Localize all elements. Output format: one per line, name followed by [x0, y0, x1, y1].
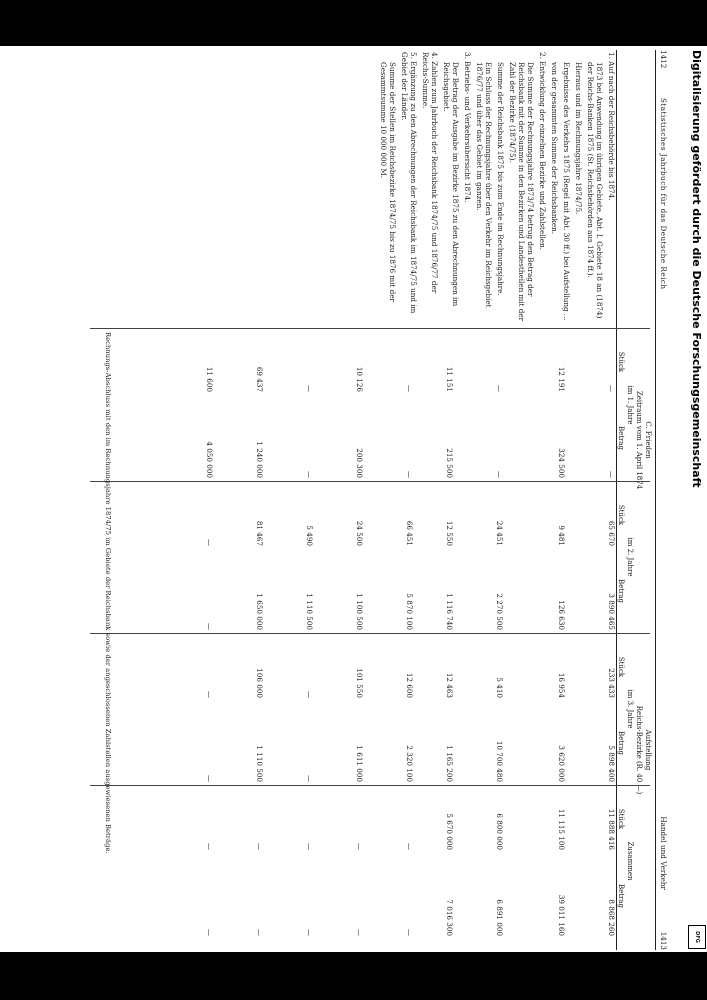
table-cell: — [305, 690, 314, 698]
table-cell: 12 463 [445, 672, 454, 698]
table-cell: 215 500 [445, 448, 454, 478]
table-cell: 9 481 [557, 525, 566, 546]
description-paragraph: Hieraus und im Rechnungsjahre 1874/75. [574, 62, 583, 215]
col-betrag-1: Betrag [617, 425, 625, 451]
table-cell: — [305, 928, 314, 936]
table-row [354, 332, 364, 950]
table-cell: — [205, 622, 214, 630]
table-cell: 101 550 [355, 668, 364, 698]
table-cell: 1 611 000 [355, 745, 364, 782]
description-paragraph: 1. Auf nach der Reichsbehörde bis 1874. [607, 52, 616, 201]
table-cell: — [495, 384, 504, 392]
column-group-3: im 3. Jahre [626, 689, 634, 729]
header-rule [655, 50, 656, 950]
table-cell: 5 410 [495, 677, 504, 698]
table-cell: 5 490 [305, 525, 314, 546]
table-row [444, 332, 454, 950]
table-row [204, 332, 214, 950]
table-cell: 1 240 000 [255, 441, 264, 478]
table-cell: 233 433 [607, 668, 616, 698]
col-betrag-4: Betrag [617, 883, 625, 909]
table-cell: 10 126 [355, 366, 364, 392]
table-cell: 69 437 [255, 366, 264, 392]
table-cell: 1 116 740 [445, 593, 454, 630]
table-cell: 12 550 [445, 520, 454, 546]
table-cell: 81 467 [255, 520, 264, 546]
table-cell: — [205, 928, 214, 936]
rotated-page-content [62, 50, 672, 950]
table-cell: — [405, 842, 414, 850]
table-cell: 200 300 [355, 448, 364, 478]
table-cell: 39 011 160 [557, 894, 566, 936]
table-cell: 5 870 100 [405, 593, 414, 630]
table-cell: 3 620 000 [557, 745, 566, 782]
table-cell: 12 600 [405, 672, 414, 698]
row-description-column [376, 52, 616, 322]
table-cell: 7 016 300 [445, 899, 454, 936]
table-cell: 324 500 [557, 448, 566, 478]
table-cell: — [495, 470, 504, 478]
table-cell: 6 800 000 [495, 813, 504, 850]
col-stueck-1: Stück [617, 351, 625, 373]
description-paragraph: 5. Ergänzung zu den Abrechnungen der Reichsbank im 1874/75 und im Gebiet der Länder. [400, 52, 418, 314]
description-paragraph: 1873 bei Anwendung im übrigen Gebiete, Abt. I. Gebiete 18 an (1874) der Reichs-Banken 1875 (St. Reichsbehörden aus 1874 ff.). [586, 62, 604, 319]
table-cell: 65 670 [607, 520, 616, 546]
description-paragraph: Der Betrag der Ausgabe im Bezirke 1875 zu den Abrechnungen im Reichsgebiet. [442, 62, 460, 307]
column-group-2: im 2. Jahre [626, 537, 634, 577]
table-cell: — [205, 842, 214, 850]
description-paragraph: von der gesammten Summe der Reichsbanken. [550, 62, 559, 235]
table-cell: 12 191 [557, 366, 566, 392]
page-title: Statistisches Jahrbuch für das Deutsche Reich [659, 98, 668, 290]
table-cell: 1 110 500 [305, 593, 314, 630]
dfg-logo-label: DFG [693, 931, 700, 943]
table-cell: 1 165 200 [445, 745, 454, 782]
table-cell: — [305, 470, 314, 478]
digitization-banner-text: Digitalisierung gefördert durch die Deutsche Forschungsgemeinschaft [690, 50, 703, 488]
table-cell: 24 500 [355, 520, 364, 546]
table-cell: 11 151 [445, 366, 454, 392]
table-cell: 11 115 100 [557, 808, 566, 850]
table-cell: 106 000 [255, 668, 264, 698]
col-stueck-2: Stück [617, 504, 625, 526]
table-cell: 2 270 500 [495, 593, 504, 630]
table-cell: 126 630 [557, 600, 566, 630]
col-betrag-2: Betrag [617, 578, 625, 604]
table-cell: 3 890 465 [607, 593, 616, 630]
table-head-rule [616, 50, 617, 950]
table-footnote: Rechnungs-Abschluss mit den im Rechnungsjahre 1874/75 im Gebiete der Reichsbank sowie der angeschlossenen Zahlstellen ausgewiesenen Beträge. [104, 332, 112, 854]
right-table-title: Aufstellung [644, 729, 652, 771]
scan-border-bottom [0, 952, 707, 1000]
description-paragraph: Summe der Reichsbank 1875 bis zum Ende im Rechnungsjahre. [496, 62, 505, 296]
column-group-4: Zusammen [626, 841, 634, 881]
table-row [494, 332, 504, 950]
table-cell: — [205, 690, 214, 698]
table-row [556, 332, 566, 950]
table-cell: 24 451 [495, 520, 504, 546]
description-paragraph: Ergebnisse des Verkehrs 1875 (Regel mit Abt. 30 ff.) bei Aufstellung ... [562, 62, 571, 321]
table-cell: — [405, 928, 414, 936]
table-cell: 4 050 000 [205, 441, 214, 478]
description-paragraph: Die Summe der Rechnungsjahre 1873/74 betrug den Betrag der Reichsbank mit der Summe in den Bezirken und Landestheilen mit der Zahl der Bezirke (1874/75). [508, 62, 535, 322]
table-cell: — [607, 384, 616, 392]
description-paragraph: 2. Entwicklung der einzelnen Bezirke und Zahlstellen. [538, 52, 547, 250]
col-stueck-4: Stück [617, 808, 625, 830]
table-row [254, 332, 264, 950]
description-paragraph: 3. Betriebs- und Verkehrsübersicht 1874. [463, 52, 472, 203]
data-table-body [204, 332, 616, 950]
digitization-banner [686, 50, 706, 950]
scanned-page [62, 50, 672, 950]
table-cell: 11 600 [205, 366, 214, 392]
table-cell: 6 891 000 [495, 899, 504, 936]
header-section-title: Handel und Verkehr [659, 816, 668, 890]
description-paragraph: 4. Zahlen zum Jahrbuch der Reichsbank 1874/75 und 1876/77 der Reichs-Summe. [421, 52, 439, 294]
page-number-left: 1412 [659, 50, 668, 69]
table-cell: 16 954 [557, 672, 566, 698]
table-cell: — [607, 470, 616, 478]
table-cell: 1 110 500 [255, 745, 264, 782]
section-heading: C. Frieden [644, 421, 652, 459]
table-cell: 5 670 000 [445, 813, 454, 850]
table-cell: 1 650 000 [255, 593, 264, 630]
description-paragraph: Summe der Stellen im Reichsbezirke 1874/75 bis zu 1876 mit der Gesammtsumme 10 000 000 M. [379, 62, 397, 302]
table-row [304, 332, 314, 950]
scan-border-top [0, 0, 707, 46]
dfg-logo-icon [688, 925, 706, 949]
table-cell: — [305, 384, 314, 392]
table-cell: 2 320 100 [405, 745, 414, 782]
column-divider [90, 328, 650, 329]
table-cell: 10 700 480 [495, 740, 504, 782]
table-cell: — [205, 538, 214, 546]
table-cell: — [255, 842, 264, 850]
table-cell: — [405, 384, 414, 392]
table-row [404, 332, 414, 950]
table-cell: 11 888 416 [607, 808, 616, 850]
table-cell: — [355, 842, 364, 850]
table-cell: 8 868 260 [607, 899, 616, 936]
table-cell: — [205, 774, 214, 782]
col-stueck-3: Stück [617, 656, 625, 678]
col-betrag-3: Betrag [617, 730, 625, 756]
column-group-1: im 1. Jahre [626, 385, 634, 425]
section-subheading: Zeitraum vom 1. April 1874 [635, 390, 643, 490]
table-cell: — [405, 470, 414, 478]
table-cell: 66 451 [405, 520, 414, 546]
table-cell: — [255, 928, 264, 936]
description-paragraph: Ein Schluss der Rechnungsjahre über den Verkehr im Reichsgebiet 1876/77 und über das Gebiet im ganzen. [475, 62, 493, 308]
table-cell: — [355, 928, 364, 936]
page-number-right: 1413 [659, 931, 668, 950]
table-cell: — [305, 774, 314, 782]
page-header [656, 50, 668, 950]
table-cell: — [305, 842, 314, 850]
table-row [606, 332, 616, 950]
right-table-subtitle: Reichs-Bezirke (R. 40 —) [635, 705, 643, 795]
table-cell: 5 898 400 [607, 745, 616, 782]
table-cell: 1 100 500 [355, 593, 364, 630]
